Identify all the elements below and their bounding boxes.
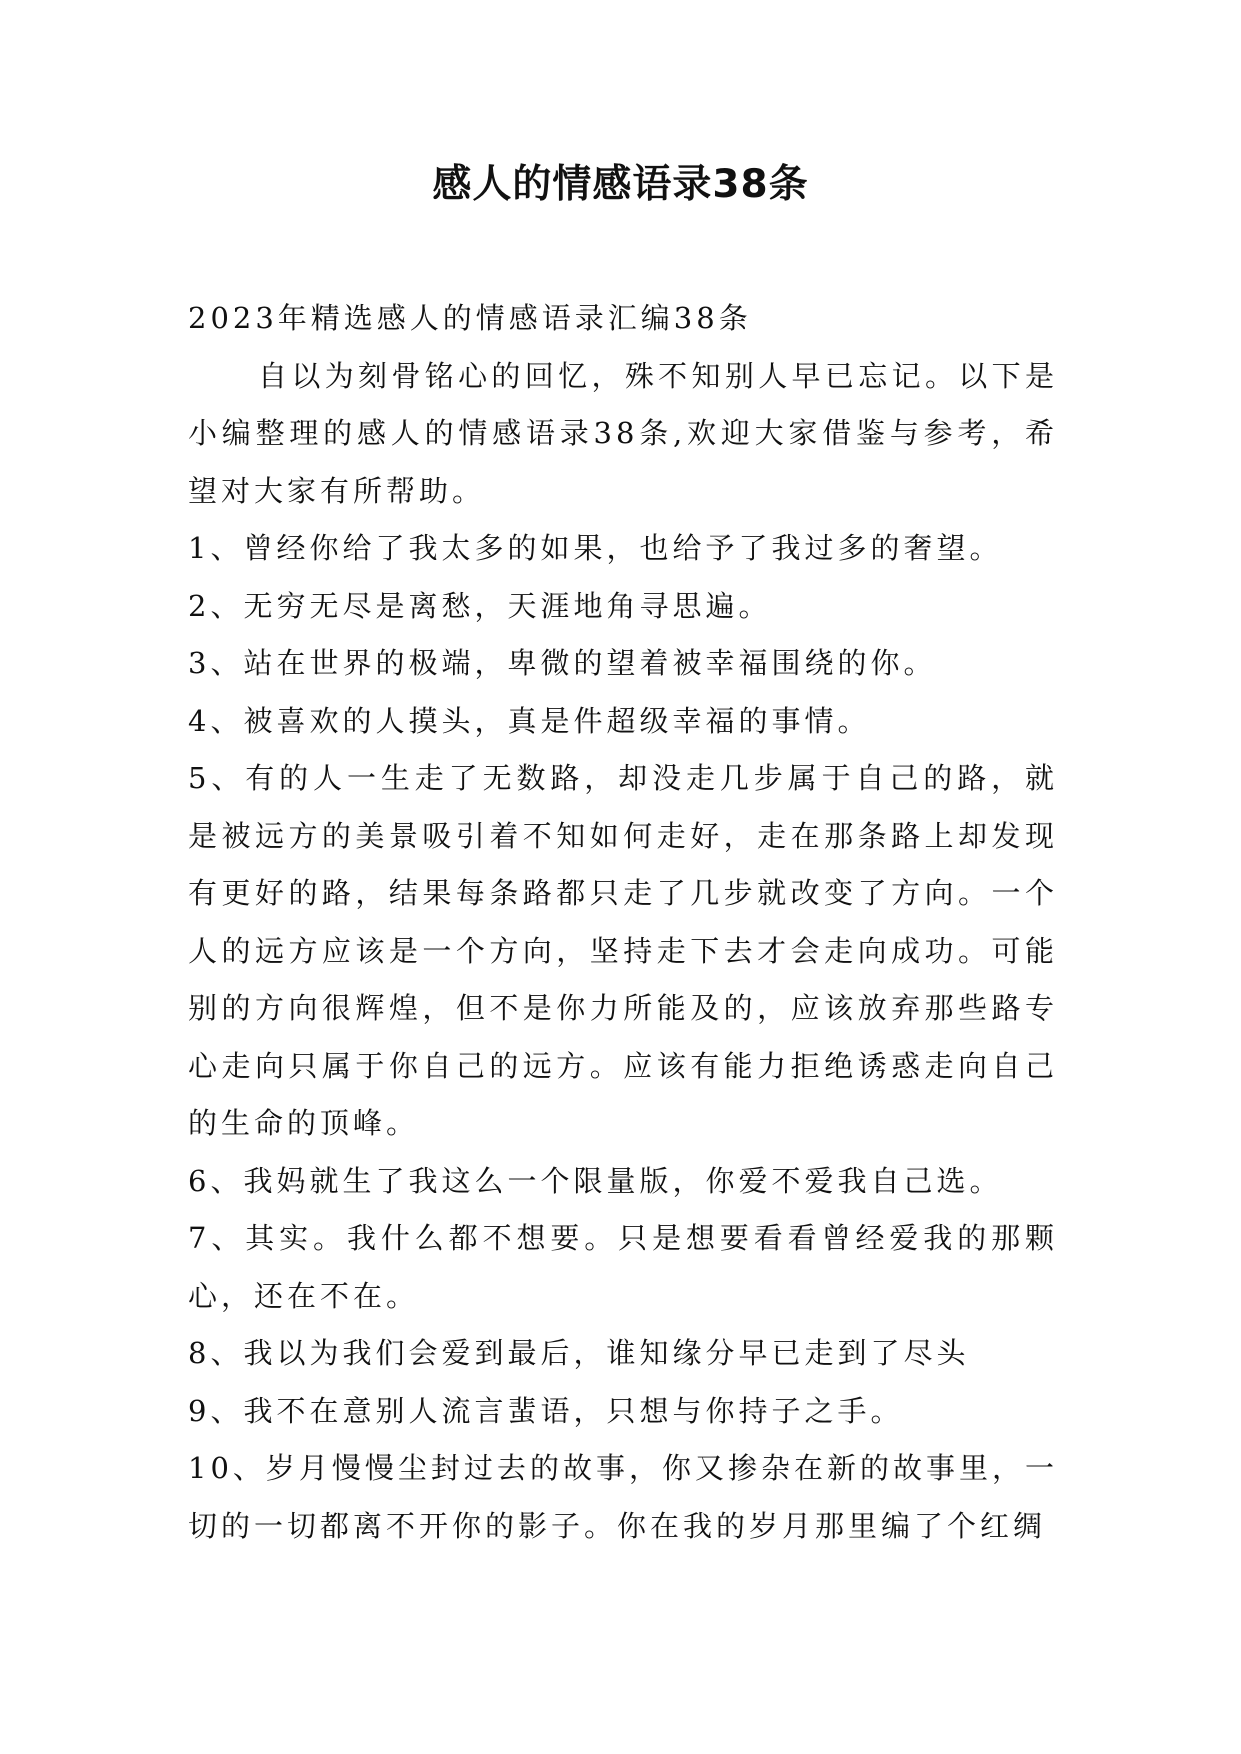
intro-paragraph: 自以为刻骨铭心的回忆，殊不知别人早已忘记。以下是小编整理的感人的情感语录38条,欢迎大家借鉴与参考，希望对大家有所帮助。 [188, 358, 1058, 508]
document-title: 感人的情感语录38条 [432, 162, 809, 207]
quote-item-10: 10、岁月慢慢尘封过去的故事，你又掺杂在新的故事里，一切的一切都离不开你的影子。你在我的岁月那里编了个红绸 [188, 1451, 1058, 1543]
quote-item-5: 5、有的人一生走了无数路，却没走几步属于自己的路，就是被远方的美景吸引着不知如何走好，走在那条路上却发现有更好的路，结果每条路都只走了几步就改变了方向。一个人的远方应该是一个方向，坚持走下去才会走向成功。可能别的方向很辉煌，但不是你力所能及的，应该放弃那些路专心走向只属于你自己的远方。应该有能力拒绝诱惑走向自己的生命的顶峰。 [188, 761, 1058, 1140]
quote-item-2: 2、无穷无尽是离愁，天涯地角寻思遍。 [188, 588, 772, 623]
quote-item-4: 4、被喜欢的人摸头，真是件超级幸福的事情。 [188, 703, 871, 738]
quote-item-9: 9、我不在意别人流言蜚语，只想与你持子之手。 [188, 1393, 904, 1428]
document-body [188, 290, 1058, 1555]
quote-item-6: 6、我妈就生了我这么一个限量版，你爱不爱我自己选。 [188, 1163, 1003, 1198]
quote-item-3: 3、站在世界的极端，卑微的望着被幸福围绕的你。 [188, 646, 937, 680]
quote-item-7: 7、其实。我什么都不想要。只是想要看看曾经爱我的那颗心，还在不在。 [188, 1221, 1058, 1313]
quote-item-8: 8、我以为我们会爱到最后，谁知缘分早已走到了尽头 [188, 1336, 970, 1370]
quote-item-1: 1、曾经你给了我太多的如果，也给予了我过多的奢望。 [188, 531, 1003, 565]
document-subtitle: 2023年精选感人的情感语录汇编38条 [188, 301, 752, 335]
